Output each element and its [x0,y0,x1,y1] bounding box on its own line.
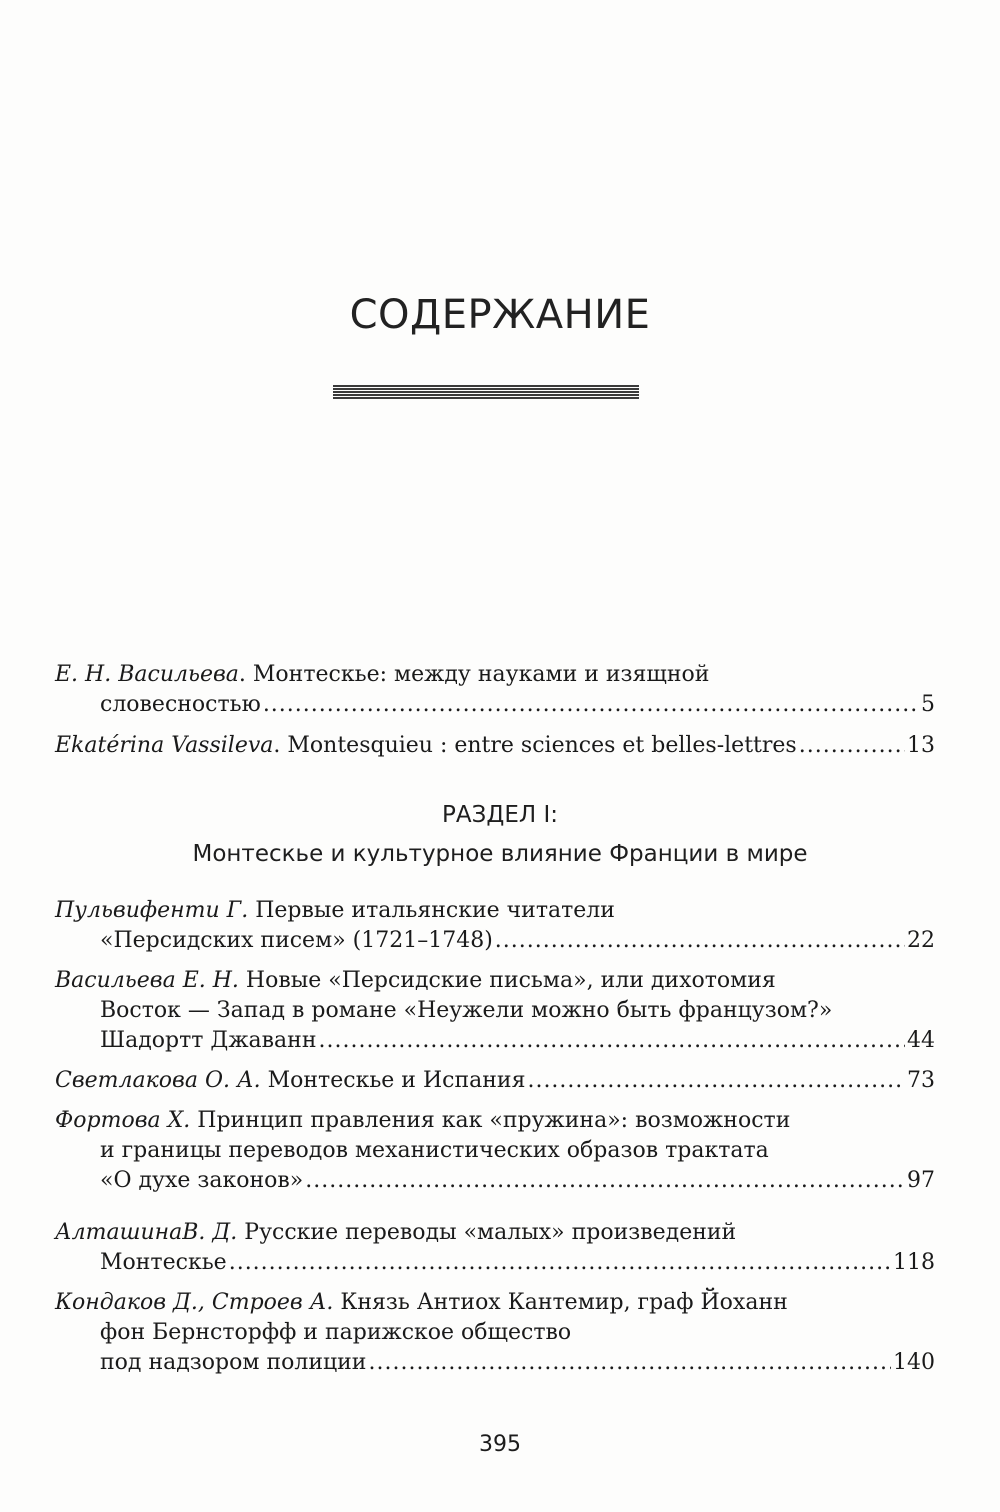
entry-page-number: 13 [907,733,935,758]
dot-leader [319,1026,906,1056]
entry-title-part: словесностью [100,692,261,717]
entry-last-line [55,1026,935,1056]
section-label: РАЗДЕЛ I: [442,802,558,828]
entry-title-part: Монтескье [100,1250,227,1275]
entry-author: АлташинаВ. Д. [55,1220,238,1245]
entry-title-part: Князь Антиох Кантемир, граф Йоханн [333,1290,788,1315]
entry-middle-line: Восток — Запад в романе «Неужели можно быть французом?» [100,998,833,1023]
entry-title-part: Русские переводы «малых» произведений [237,1220,737,1245]
entry-page-number: 73 [907,1068,935,1093]
entry-first-line [55,1106,935,1136]
entry-page-number: 97 [907,1168,935,1193]
dot-leader [527,1066,905,1096]
entry-title-part: Принцип правления как «пружина»: возможности [190,1108,791,1133]
toc-entry[interactable] [55,966,935,1056]
toc-entry[interactable] [55,896,935,956]
section-title: Монтескье и культурное влияние Франции в мире [192,841,808,867]
entry-title-part: . Монтескье: между науками и изящной [238,662,710,687]
entry-page-number: 5 [921,692,935,717]
entry-last-line [55,1248,935,1278]
entry-author: Ekatérina Vassileva [55,733,274,758]
entry-author: Фортова Х. [55,1108,191,1133]
entry-page-number: 22 [907,928,935,953]
entry-title-part: Первые итальянские читатели [248,898,615,923]
entry-page-number: 140 [893,1350,935,1375]
entry-last-line [55,731,935,761]
dot-leader [368,1348,891,1378]
entry-author: Васильева Е. Н. [55,968,239,993]
entry-author: Е. Н. Васильева [55,662,239,687]
entry-last-line [55,690,935,720]
entry-last-line [55,1166,935,1196]
entry-last-line [55,926,935,956]
entry-title-part: Шадортт Джаванн [100,1028,317,1053]
dot-leader [229,1248,891,1278]
entry-page-number: 44 [907,1028,935,1053]
entry-middle-line: фон Бернсторфф и парижское общество [100,1320,572,1345]
page-title: СОДЕРЖАНИЕ [349,292,651,338]
entry-page-number: 118 [893,1250,935,1275]
entry-title-part: . Montesquieu : entre sciences et belles-lettres [273,733,797,758]
toc-entry[interactable] [55,1218,935,1278]
entry-title-part: «Персидских писем» (1721–1748) [100,928,493,953]
toc-entry[interactable] [55,1066,935,1096]
entry-author: Кондаков Д., Строев А. [55,1290,334,1315]
title-rule [333,385,639,400]
entry-title-part: под надзором полиции [100,1350,367,1375]
entry-title-part: Новые «Персидские письма», или дихотомия [238,968,776,993]
toc-entry-intro-ru[interactable] [55,660,935,720]
toc-entry[interactable] [55,1106,935,1196]
entry-last-line [55,1066,935,1096]
entry-last-line [55,1348,935,1378]
entry-first-line [55,1288,935,1318]
page-number: 395 [479,1432,521,1457]
toc-entry[interactable] [55,1288,935,1378]
entry-title-part: Монтескье и Испания [260,1068,526,1093]
entry-first-line [55,660,935,690]
entry-author: Пульвифенти Г. [55,898,249,923]
entry-first-line [55,966,935,996]
dot-leader [799,731,905,761]
entry-first-line [55,1218,935,1248]
entry-middle-line: и границы переводов механистических образов трактата [100,1138,769,1163]
entry-title-part: «О духе законов» [100,1168,304,1193]
dot-leader [495,926,905,956]
entry-author: Светлакова О. А. [55,1068,261,1093]
dot-leader [263,690,919,720]
entry-first-line [55,896,935,926]
toc-entry-intro-fr[interactable] [55,731,935,761]
dot-leader [305,1166,905,1196]
